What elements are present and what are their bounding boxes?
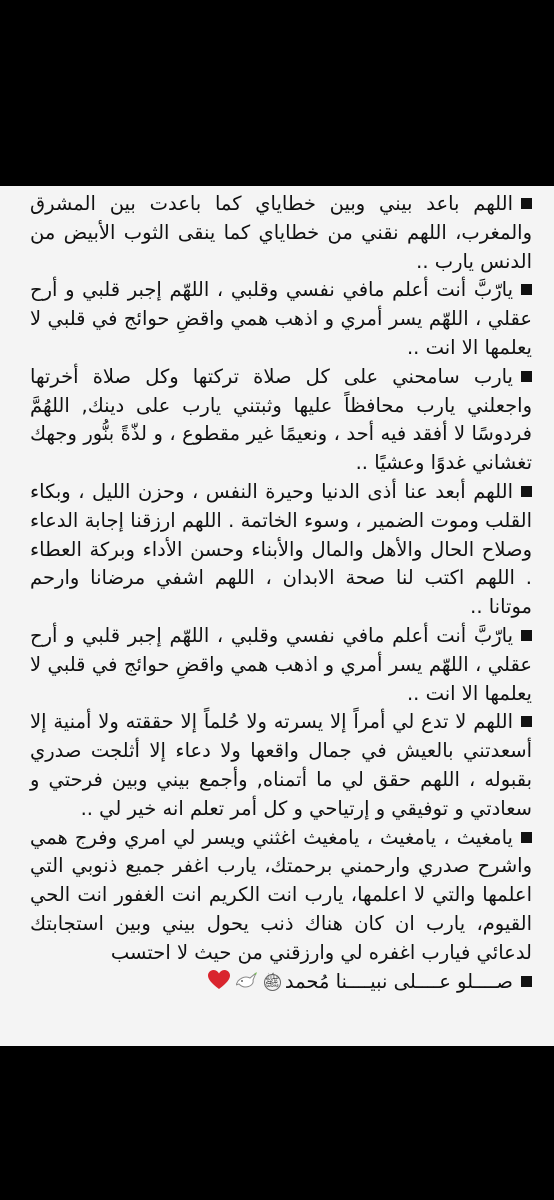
- prayer-paragraph: [30, 708, 532, 823]
- black-square-icon: [521, 284, 532, 295]
- black-square-icon: [521, 198, 532, 209]
- black-square-icon: [521, 486, 532, 497]
- black-square-icon: [521, 716, 532, 727]
- prayer-text-5: يارّبَّ أنت أعلم مافي نفسي وقلبي ، اللهّم إجبر قلبي و أرح عقلي ، اللهّم يسر أمري و اذهب همي واقضِ حوائج في قلبي لا يعلمها الا انت ..: [30, 623, 532, 705]
- prayer-text-7: يامغيث ، يامغيث ، يامغيث اغثني ويسر لي امري وفرج همي واشرح صدري وارحمني برحمتك، يارب اغفر جميع ذنوبي التي اعلمها والتي لا اعلمها، يارب انت الكريم انت الغفور انت الحي القيوم، يارب ان كان هناك ذنب يحول بيني وبين استجابتك لدعائي فيارب اغفره لي وارزقني من حيث لا احتسب: [30, 825, 532, 964]
- text-screenshot: [0, 186, 554, 1046]
- red-heart-icon: [208, 970, 230, 999]
- prayer-paragraph: [30, 276, 532, 362]
- prayer-text-8: صــــلو عــــلى نبيــــنا مُحمد: [284, 969, 513, 993]
- prayer-paragraph: [30, 968, 532, 999]
- prayer-text-4: اللهم أبعد عنا أذى الدنيا وحيرة النفس ، وحزن الليل ، وبكاء القلب وموت الضمير ، وسوء الخاتمة . اللهم ارزقنا إجابة الدعاء وصلاح الحال والأهل والمال والأبناء وحسن الأداء وبركة العطاء . اللهم اكتب لنا صحة الابدان ، اللهم اشفي مرضانا وارحم موتانا ..: [30, 479, 532, 619]
- prayer-text-3: يارب سامحني على كل صلاة تركتها وكل صلاة أخرتها واجعلني يارب محافظاً عليها وثبتني يارب على دينك, اللهُمَّ فردوسًا لا أفقد فيه أحد ، ونعيمًا غير مقطوع ، و لذّةً بنُّور وجهك تغشاني غدوًا وعشيًا ..: [30, 364, 532, 475]
- prayer-text-1: اللهم باعد بيني وبين خطاياي كما باعدت بين المشرق والمغرب، اللهم نقني من خطاياي كما ينقى الثوب الأبيض من الدنس يارب ..: [30, 192, 532, 273]
- prayer-paragraph: [30, 622, 532, 708]
- sallallahu-seal-icon: ﷺ: [264, 974, 280, 990]
- black-square-icon: [521, 630, 532, 641]
- prayer-paragraph: [30, 190, 532, 276]
- black-square-icon: [521, 832, 532, 843]
- black-square-icon: [521, 371, 532, 382]
- prayer-paragraph: [30, 824, 532, 968]
- dove-icon: [236, 970, 258, 999]
- prayer-paragraph: [30, 363, 532, 478]
- prayer-text: [0, 190, 554, 998]
- prayer-paragraph: [30, 478, 532, 622]
- black-square-icon: [521, 976, 532, 987]
- prayer-text-2: يارّبَّ أنت أعلم مافي نفسي وقلبي ، اللهّم إجبر قلبي و أرح عقلي ، اللهّم يسر أمري و اذهب همي واقضِ حوائج في قلبي لا يعلمها الا انت ..: [30, 278, 532, 359]
- prayer-text-6: اللهم لا تدع لي أمراً إلا يسرته ولا حُلماً إلا حققته ولا أمنية إلا أسعدتني بالعيش في جمال واقعها ولا دعاء إلا أثلجت صدري بقبوله ، اللهم حقق لي ما أتمناه, وأجمع بيني وبين فرحتي و سعادتي و توفيقي و إرتياحي و كل أمر تعلم انه خير لي ..: [30, 710, 532, 820]
